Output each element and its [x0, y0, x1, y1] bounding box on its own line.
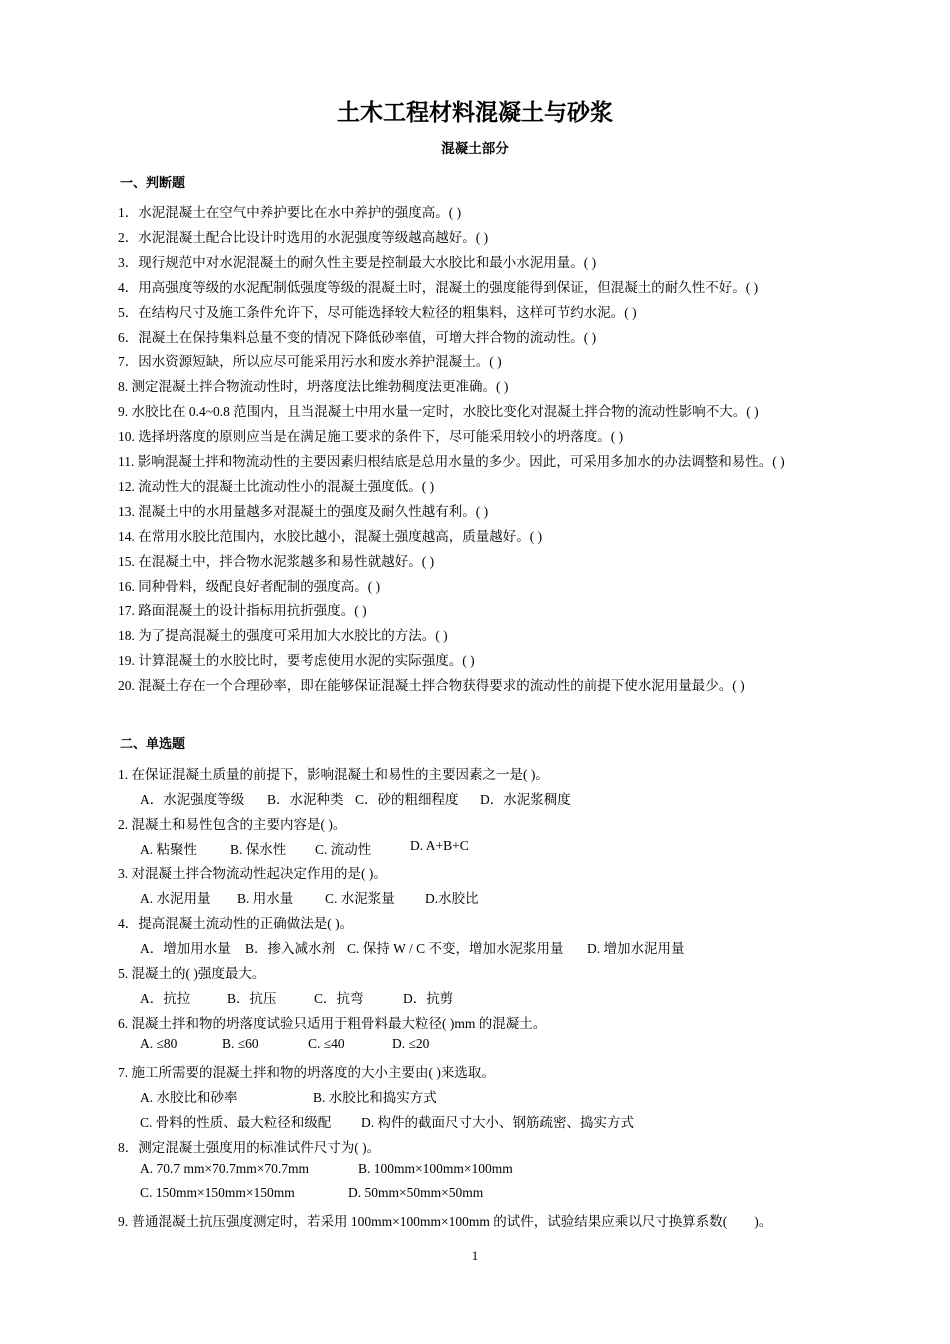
answer-option: B. 水胶比和捣实方式 [313, 1090, 437, 1106]
answer-option: A．增加用水量 [140, 940, 231, 956]
answer-option: D. 增加水泥用量 [587, 940, 685, 956]
answer-option: B．水泥种类 [267, 791, 344, 807]
document-subtitle: 混凝土部分 [441, 141, 509, 157]
answer-option: A. 水胶比和砂率 [140, 1090, 238, 1106]
true-false-question: 20. 混凝土存在一个合理砂率，即在能够保证混凝土拌合物获得要求的流动性的前提下使水泥用量最少。( ) [118, 678, 745, 694]
section-heading-true-false: 一、判断题 [120, 176, 186, 191]
true-false-question: 6．混凝土在保持集料总量不变的情况下降低砂率值，可增大拌合物的流动性。( ) [118, 329, 597, 345]
answer-option: D.水胶比 [425, 891, 479, 907]
answer-option: D. A+B+C [410, 837, 469, 853]
answer-option: C. 保持 W / C 不变，增加水泥浆用量 [347, 940, 564, 956]
answer-option: B. 保水性 [230, 841, 287, 857]
answer-option: A．抗拉 [140, 990, 191, 1006]
answer-option: D. 50mm×50mm×50mm [348, 1185, 484, 1201]
answer-option: C. 流动性 [315, 841, 372, 857]
true-false-question: 5．在结构尺寸及施工条件允许下，尽可能选择较大粒径的粗集料，这样可节约水泥。( ) [118, 304, 637, 320]
true-false-question: 9. 水胶比在 0.4~0.8 范围内，且当混凝土中用水量一定时，水胶比变化对混凝土拌合物的流动性影响不大。( ) [118, 404, 759, 420]
true-false-question: 3．现行规范中对水泥混凝土的耐久性主要是控制最大水胶比和最小水泥用量。( ) [118, 254, 597, 270]
answer-option: A. 水泥用量 [140, 891, 211, 907]
answer-option: B. 用水量 [237, 891, 294, 907]
true-false-question: 18. 为了提高混凝土的强度可采用加大水胶比的方法。( ) [118, 628, 448, 644]
answer-option: B．抗压 [227, 990, 277, 1006]
single-choice-question: 2. 混凝土和易性包含的主要内容是( )。 [118, 816, 347, 832]
single-choice-question: 8．测定混凝土强度用的标准试件尺寸为( )。 [118, 1139, 381, 1155]
true-false-question: 14. 在常用水胶比范围内，水胶比越小，混凝土强度越高，质量越好。( ) [118, 528, 543, 544]
true-false-question: 4．用高强度等级的水泥配制低强度等级的混凝土时，混凝土的强度能得到保证，但混凝土的耐久性不好。( ) [118, 279, 759, 295]
answer-option: D．抗剪 [403, 990, 454, 1006]
true-false-question: 10. 选择坍落度的原则应当是在满足施工要求的条件下，尽可能采用较小的坍落度。( ) [118, 429, 624, 445]
true-false-question: 19. 计算混凝土的水胶比时，要考虑使用水泥的实际强度。( ) [118, 653, 475, 669]
single-choice-question: 6. 混凝土拌和物的坍落度试验只适用于粗骨料最大粒径( )mm 的混凝土。 [118, 1015, 547, 1031]
answer-option: D. 构件的截面尺寸大小、钢筋疏密、捣实方式 [361, 1114, 634, 1130]
true-false-question: 2．水泥混凝土配合比设计时选用的水泥强度等级越高越好。( ) [118, 229, 489, 245]
answer-option: D．水泥浆稠度 [480, 791, 571, 807]
answer-option: A. 粘聚性 [140, 841, 197, 857]
answer-option: B．掺入减水剂 [245, 940, 336, 956]
single-choice-question: 4．提高混凝土流动性的正确做法是( )。 [118, 916, 354, 932]
section-heading-single-choice: 二、单选题 [120, 737, 186, 752]
true-false-question: 1．水泥混凝土在空气中养护要比在水中养护的强度高。( ) [118, 205, 462, 220]
answer-option: C．抗弯 [314, 990, 364, 1006]
page-number: 1 [471, 1248, 479, 1263]
true-false-question: 13. 混凝土中的水用量越多对混凝土的强度及耐久性越有利。( ) [118, 503, 489, 519]
document-title: 土木工程材料混凝土与砂浆 [337, 100, 613, 126]
single-choice-question: 9. 普通混凝土抗压强度测定时，若采用 100mm×100mm×100mm 的试件，试验结果应乘以尺寸换算系数( )。 [118, 1214, 773, 1230]
true-false-question: 7．因水资源短缺，所以应尽可能采用污水和废水养护混凝土。( ) [118, 354, 502, 370]
answer-option: C. 骨料的性质、最大粒径和级配 [140, 1114, 332, 1130]
answer-option: B. 100mm×100mm×100mm [358, 1160, 513, 1176]
single-choice-question: 5. 混凝土的( )强度最大。 [118, 965, 266, 981]
true-false-question: 12. 流动性大的混凝土比流动性小的混凝土强度低。( ) [118, 478, 435, 494]
single-choice-question: 1. 在保证混凝土质量的前提下，影响混凝土和易性的主要因素之一是( )。 [118, 767, 549, 782]
answer-option: A．水泥强度等级 [140, 791, 245, 807]
answer-option: A. ≤80 [140, 1036, 178, 1052]
true-false-question: 11. 影响混凝土拌和物流动性的主要因素归根结底是总用水量的多少。因此，可采用多加水的办法调整和易性。( ) [118, 454, 785, 469]
true-false-question: 8. 测定混凝土拌合物流动性时，坍落度法比维勃稠度法更准确。( ) [118, 379, 509, 395]
true-false-question: 16. 同种骨料，级配良好者配制的强度高。( ) [118, 578, 381, 594]
true-false-question: 17. 路面混凝土的设计指标用抗折强度。( ) [118, 603, 367, 619]
single-choice-question: 3. 对混凝土拌合物流动性起决定作用的是( )。 [118, 866, 387, 882]
answer-option: B. ≤60 [222, 1036, 259, 1052]
answer-option: C. 150mm×150mm×150mm [140, 1185, 295, 1201]
answer-option: A. 70.7 mm×70.7mm×70.7mm [140, 1160, 309, 1176]
answer-option: C. 水泥浆量 [325, 891, 395, 907]
answer-option: C．砂的粗细程度 [355, 791, 459, 807]
true-false-question: 15. 在混凝土中，拌合物水泥浆越多和易性就越好。( ) [118, 553, 435, 569]
answer-option: C. ≤40 [308, 1036, 345, 1052]
answer-option: D. ≤20 [392, 1036, 430, 1052]
single-choice-question: 7. 施工所需要的混凝土拌和物的坍落度的大小主要由( )来选取。 [118, 1065, 495, 1081]
